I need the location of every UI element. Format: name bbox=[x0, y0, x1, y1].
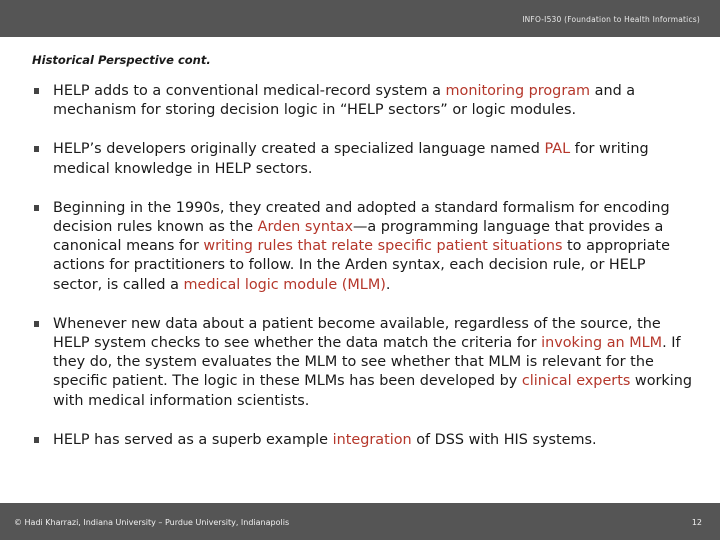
course-title: INFO-I530 (Foundation to Health Informatics) bbox=[522, 15, 700, 24]
bullet-item bbox=[34, 315, 694, 411]
footer-copyright: © Hadi Kharrazi, Indiana University – Purdue University, Indianapolis bbox=[14, 518, 290, 527]
bullet-marker-icon bbox=[34, 88, 39, 94]
bullet-text: to appropriate actions for practitioners to follow. In the Arden syntax, each decision rule, or HELP sector, is called a bbox=[53, 238, 670, 293]
bullet-text: HELP’s developers originally created a specialized language named bbox=[53, 141, 545, 158]
bullet-text: of DSS with HIS systems. bbox=[411, 431, 597, 448]
bullet-text: . If they do, the system evaluates the MLM to see whether that MLM is relevant for the specific patient. The logic in these MLMs has been developed by bbox=[53, 335, 681, 390]
bullet-item bbox=[34, 82, 694, 120]
bullet-marker-icon bbox=[34, 146, 39, 152]
bullet-text: —a programming language that provides a canonical means for bbox=[53, 219, 664, 255]
bullet-text: for writing medical knowledge in HELP sectors. bbox=[53, 141, 649, 177]
header-bar bbox=[0, 0, 720, 37]
page-number: 12 bbox=[691, 518, 702, 527]
highlight-text: writing rules that relate specific patient situations bbox=[203, 238, 563, 255]
bullet-text: working with medical information scientists. bbox=[53, 373, 693, 409]
bullet-text: . bbox=[385, 276, 391, 293]
bullet-item bbox=[34, 140, 694, 178]
slide-title: Historical Perspective cont. bbox=[32, 53, 211, 67]
bullet-item bbox=[34, 431, 694, 450]
bullet-text: and a mechanism for storing decision logic in “HELP sectors” or logic modules. bbox=[53, 83, 636, 119]
bullet-marker-icon bbox=[34, 321, 39, 327]
bullet-marker-icon bbox=[34, 205, 39, 211]
highlight-text: monitoring program bbox=[445, 83, 591, 99]
bullet-marker-icon bbox=[34, 437, 39, 443]
highlight-text: clinical experts bbox=[521, 373, 631, 390]
highlight-text: Arden syntax bbox=[257, 219, 353, 236]
bullet-text: Beginning in the 1990s, they created and adopted a standard formalism for encoding decision rules known as the bbox=[53, 199, 670, 236]
footer-bar bbox=[0, 503, 720, 540]
bullet-text: HELP adds to a conventional medical-record system a bbox=[53, 83, 446, 99]
bullet-text: HELP has served as a superb example bbox=[53, 431, 333, 448]
bullet-text: Whenever new data about a patient become available, regardless of the source, the HELP system checks to see whether the data match the criteria for bbox=[53, 315, 661, 352]
highlight-text: integration bbox=[332, 431, 412, 448]
bullet-list bbox=[34, 82, 694, 469]
highlight-text: PAL bbox=[544, 141, 571, 158]
bullet-item bbox=[34, 199, 694, 295]
highlight-text: invoking an MLM bbox=[541, 335, 663, 352]
highlight-text: medical logic module (MLM) bbox=[183, 276, 386, 293]
